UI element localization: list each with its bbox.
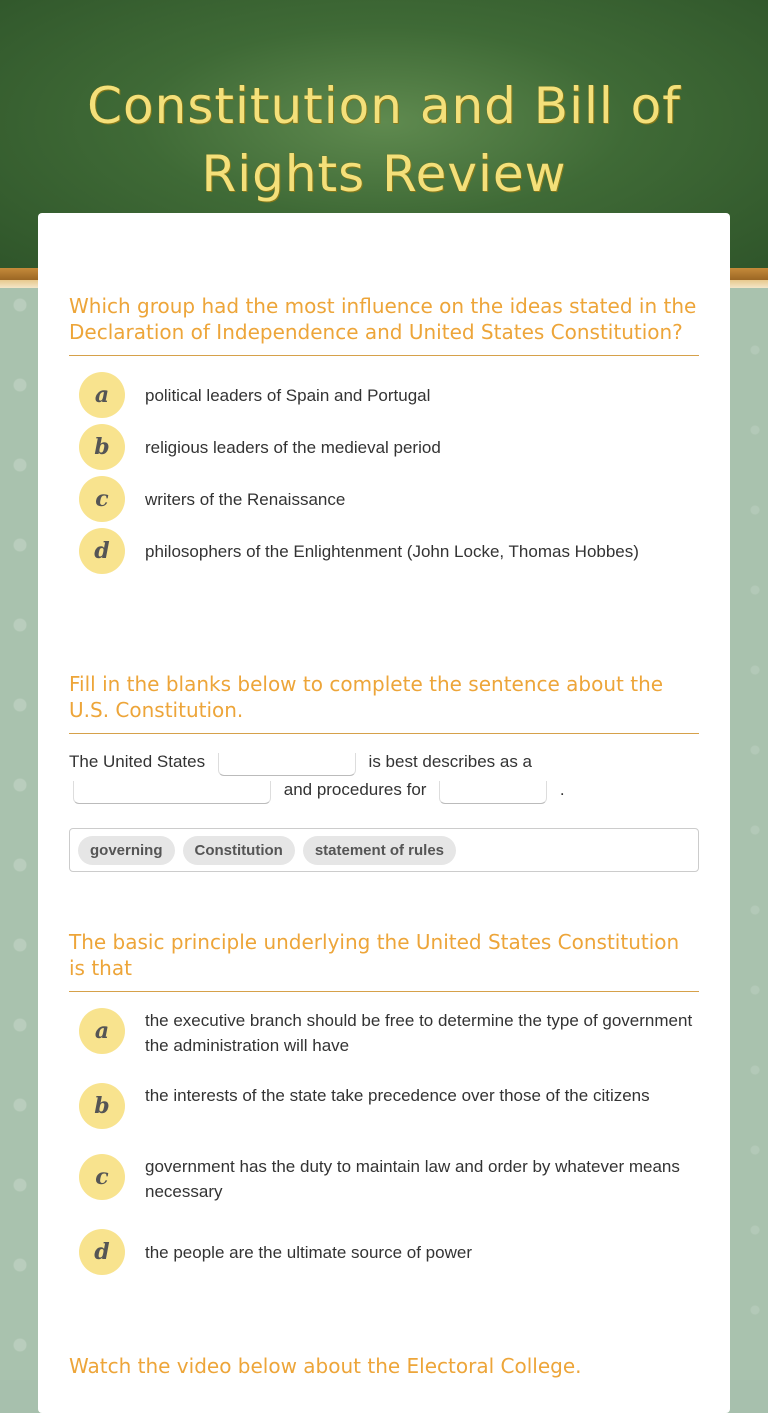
blank-slot-2[interactable] xyxy=(73,781,271,804)
option-d[interactable] xyxy=(69,528,699,574)
option-a[interactable] xyxy=(69,372,699,418)
option-letter[interactable]: d xyxy=(79,1229,125,1275)
option-text[interactable]: political leaders of Spain and Portugal xyxy=(145,386,431,405)
option-letter[interactable]: b xyxy=(79,1083,125,1129)
option-letter[interactable]: a xyxy=(79,1008,125,1054)
question-1 xyxy=(69,293,699,580)
option-a[interactable] xyxy=(69,1008,699,1058)
question-prompt: The basic principle underlying the United States Constitution is that xyxy=(69,929,699,992)
option-text[interactable]: the interests of the state take precedence over those of the citizens xyxy=(145,1086,650,1105)
sentence-part: The United States xyxy=(69,752,206,771)
option-letter[interactable]: b xyxy=(79,424,125,470)
blank-slot-1[interactable] xyxy=(218,753,356,776)
option-letter[interactable]: a xyxy=(79,372,125,418)
sentence-part: . xyxy=(559,780,565,799)
option-text[interactable]: government has the duty to maintain law and order by whatever means necessary xyxy=(145,1157,680,1201)
question-prompt: Which group had the most influence on the ideas stated in the Declaration of Independence and United States Constitution? xyxy=(69,293,699,356)
option-letter[interactable]: c xyxy=(79,476,125,522)
option-text[interactable]: philosophers of the Enlightenment (John Locke, Thomas Hobbes) xyxy=(145,542,639,561)
option-letter[interactable]: c xyxy=(79,1154,125,1200)
question-prompt: Watch the video below about the Electoral College. xyxy=(69,1354,582,1378)
word-bank xyxy=(69,828,699,872)
question-4 xyxy=(69,1353,699,1389)
word-chip[interactable]: governing xyxy=(78,836,175,865)
word-chip[interactable]: Constitution xyxy=(183,836,295,865)
option-text[interactable]: the people are the ultimate source of power xyxy=(145,1243,472,1262)
fill-in-sentence xyxy=(69,748,699,804)
option-letter[interactable]: d xyxy=(79,528,125,574)
option-c[interactable] xyxy=(69,476,699,522)
worksheet-card xyxy=(38,213,730,1413)
option-text[interactable]: writers of the Renaissance xyxy=(145,490,346,509)
sentence-part: and procedures for xyxy=(283,780,427,799)
worksheet-title: Constitution and Bill of Rights Review xyxy=(87,77,681,203)
option-text[interactable]: the executive branch should be free to determine the type of government the administration will have xyxy=(145,1011,693,1055)
sentence-part: is best describes as a xyxy=(368,752,533,771)
question-prompt: Fill in the blanks below to complete the sentence about the U.S. Constitution. xyxy=(69,671,699,734)
option-d[interactable] xyxy=(69,1229,699,1275)
question-2 xyxy=(69,671,699,872)
option-b[interactable] xyxy=(69,424,699,470)
option-b[interactable] xyxy=(69,1083,699,1129)
option-c[interactable] xyxy=(69,1154,699,1204)
option-text[interactable]: religious leaders of the medieval period xyxy=(145,438,441,457)
blank-slot-3[interactable] xyxy=(439,781,547,804)
question-3 xyxy=(69,929,699,1281)
word-chip[interactable]: statement of rules xyxy=(303,836,456,865)
